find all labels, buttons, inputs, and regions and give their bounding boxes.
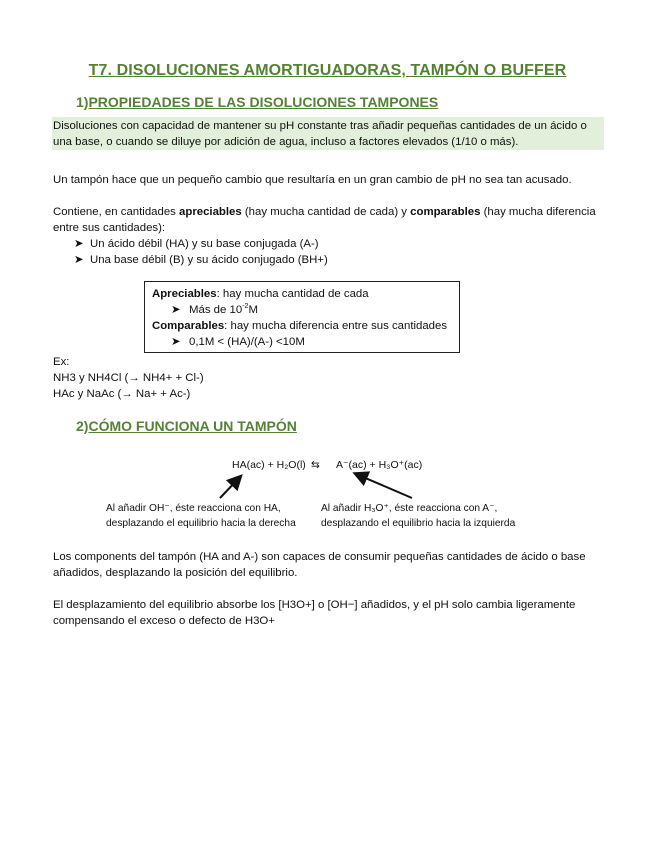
equilibrium-arrow-icon: ⇆	[311, 459, 320, 471]
paragraph-components-line2: añadidos, desplazando la posición del equilibrio.	[53, 567, 298, 579]
paragraph-components-line1: Los components del tampón (HA and A-) son capaces de consumir pequeñas cantidades de ácido o base	[53, 551, 586, 563]
note-right-line2: desplazando el equilibrio hacia la izquierda	[321, 518, 516, 529]
paragraph-contains-text-a: Contiene, en cantidades	[53, 206, 180, 218]
section2-heading-text: CÓMO FUNCIONA UN TAMPÓN	[88, 418, 297, 434]
example-label: Ex:	[53, 356, 70, 368]
box-term-comparables: Comparables	[152, 320, 225, 332]
box-term-apreciables: Apreciables	[152, 288, 217, 300]
arrow-to-ha-icon	[220, 477, 240, 498]
arrow-bullet-icon: ➤	[171, 336, 181, 348]
arrow-to-a-icon	[356, 474, 412, 498]
note-right-line1: Al añadir H₃O⁺, éste reacciona con A⁻,	[321, 503, 498, 514]
definition-line1: Disoluciones con capacidad de mantener su pH constante tras añadir pequeñas cantidades de un ácido o	[53, 120, 587, 132]
note-left-line1: Al añadir OH⁻, éste reacciona con HA,	[106, 503, 281, 514]
paragraph-contains-text-e: (hay mucha diferencia	[480, 206, 596, 218]
bullet-text: Un ácido débil (HA) y su base conjugada (A-)	[90, 238, 319, 250]
section1-number: 1)	[76, 94, 89, 110]
paragraph-contains-line2: entre sus cantidades):	[53, 222, 166, 234]
section2-number: 2)	[76, 418, 89, 434]
term-apreciables: apreciables	[179, 206, 242, 218]
document-title: T7. DISOLUCIONES AMORTIGUADORAS, TAMPÓN O BUFFER	[88, 62, 567, 79]
paragraph-small-change: Un tampón hace que un pequeño cambio que resultaría en un gran cambio de pH no sea tan acusado.	[53, 174, 572, 186]
example-line2: HAc y NaAc (→ Na+ + Ac-)	[53, 388, 191, 400]
arrow-bullet-icon: ➤	[74, 254, 84, 266]
box-line2-a: Más de 10	[189, 304, 243, 316]
note-right	[321, 501, 515, 531]
equation-left: HA(ac) + H₂O(l)	[232, 459, 306, 471]
note-left-line2: desplazando el equilibrio hacia la derecha	[106, 518, 296, 529]
box-line4: 0,1M < (HA)/(A-) <10M	[189, 336, 305, 348]
arrow-bullet-icon: ➤	[171, 304, 181, 316]
box-line3-rest: : hay mucha diferencia entre sus cantidades	[224, 320, 448, 332]
paragraph-displacement-line1: El desplazamiento del equilibrio absorbe los [H3O+] o [OH−] añadidos, y el pH solo cambia ligeramente	[53, 599, 576, 611]
paragraph-contains-text-c: (hay mucha cantidad de cada) y	[241, 206, 411, 218]
box-line1-rest: : hay mucha cantidad de cada	[216, 288, 369, 300]
paragraph-displacement-line2: compensando el exceso o defecto de H3O+	[53, 615, 275, 627]
equation-right: A⁻(ac) + H₃O⁺(ac)	[336, 459, 423, 471]
box-line2-sup: -2	[242, 303, 249, 311]
definition-line2: una base, o cuando se diluye por adición de agua, incluso a factores elevados (1/10 o más).	[53, 136, 519, 148]
note-left	[106, 501, 296, 531]
term-comparables: comparables	[410, 206, 481, 218]
section1-heading-text: PROPIEDADES DE LAS DISOLUCIONES TAMPONES	[88, 94, 439, 110]
box-line2-b: M	[248, 304, 258, 316]
bullet-text: Una base débil (B) y su ácido conjugado (BH+)	[90, 254, 328, 266]
arrow-bullet-icon: ➤	[74, 238, 84, 250]
example-line1: NH3 y NH4Cl (→ NH4+ + Cl-)	[53, 372, 204, 384]
